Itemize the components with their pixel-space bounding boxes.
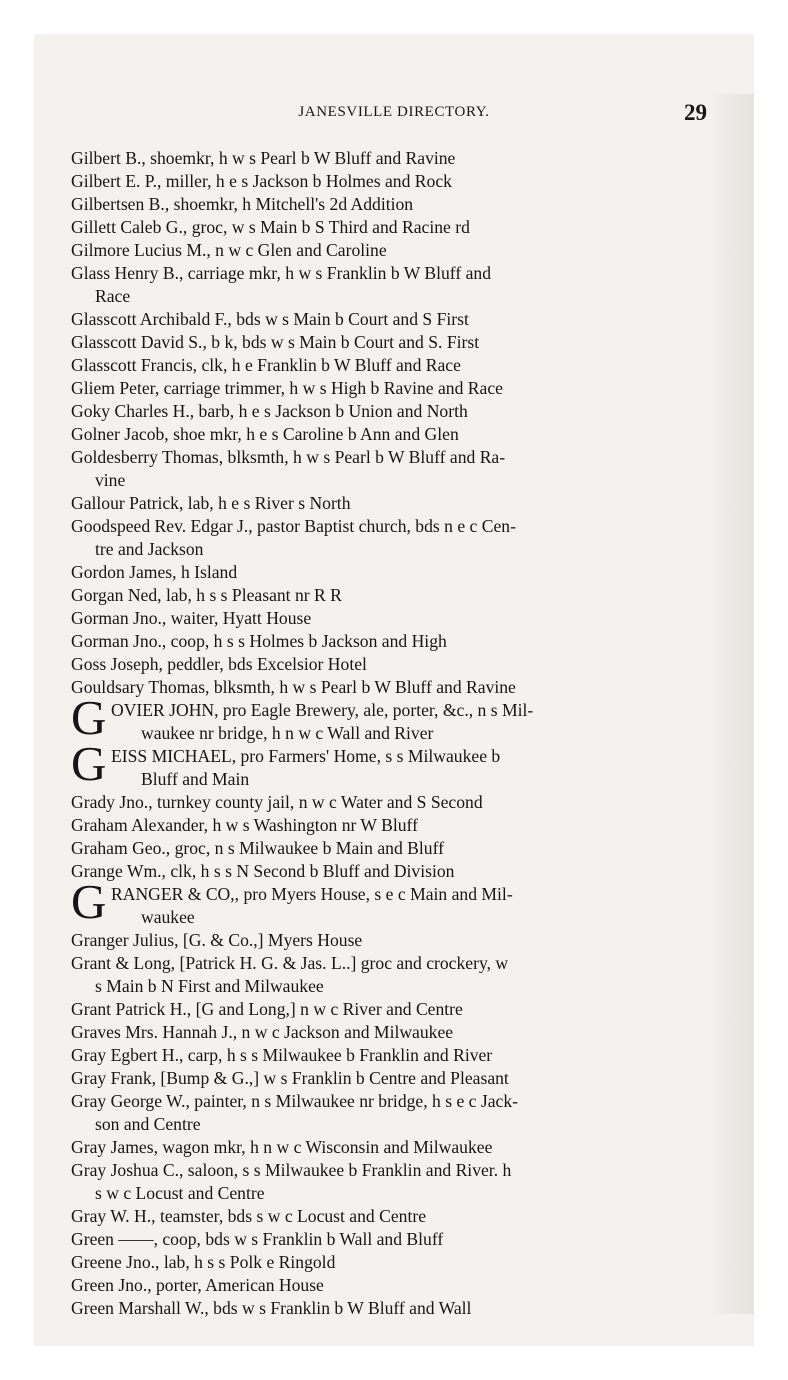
advert-line: EISS MICHAEL, pro Farmers' Home, s s Milwaukee b [111,746,501,766]
entry-line: Goss Joseph, peddler, bds Excelsior Hotel [71,654,367,674]
entry-line: Gliem Peter, carriage trimmer, h w s High b Ravine and Race [71,378,503,398]
drop-cap: G [71,690,107,745]
entry-list [71,929,727,1320]
entry-line: Graves Mrs. Hannah J., n w c Jackson and Milwaukee [71,1022,454,1042]
directory-entry [71,584,727,607]
entry-line: Green Marshall W., bds w s Franklin b W Bluff and Wall [71,1298,472,1318]
entry-continuation: son and Centre [95,1114,201,1134]
directory-entry [71,354,727,377]
entry-continuation: vine [95,470,126,490]
entry-line: Goodspeed Rev. Edgar J., pastor Baptist church, bds n e c Cen- [71,516,516,536]
directory-entry [71,170,727,193]
directory-entry [71,308,727,331]
directory-entry [71,147,727,170]
directory-entry [71,860,727,883]
directory-entry [71,492,727,515]
advert-line: RANGER & CO,, pro Myers House, s e c Main and Mil- [111,884,513,904]
advert-line: waukee [141,907,195,927]
entry-line: Grange Wm., clk, h s s N Second b Bluff and Division [71,861,455,881]
directory-entry [71,814,727,837]
directory-entry [71,837,727,860]
advert-entry-granger [71,874,727,929]
advert-entry-geiss [71,736,727,791]
entry-line: Gordon James, h Island [71,562,238,582]
directory-entry [71,1090,727,1136]
entry-line: Gorman Jno., coop, h s s Holmes b Jackson and High [71,631,447,651]
entry-line: Graham Geo., groc, n s Milwaukee b Main and Bluff [71,838,444,858]
entry-line: Gouldsary Thomas, blksmth, h w s Pearl b W Bluff and Ravine [71,677,516,697]
entry-line: Grant & Long, [Patrick H. G. & Jas. L..] groc and crockery, w [71,953,509,973]
entry-line: Grant Patrick H., [G and Long,] n w c River and Centre [71,999,463,1019]
page-header [0,100,788,130]
directory-entry [71,446,727,492]
directory-entry [71,400,727,423]
directory-entry [71,1067,727,1090]
directory-entry [71,630,727,653]
entry-line: Golner Jacob, shoe mkr, h e s Caroline b Ann and Glen [71,424,459,444]
directory-entry [71,1274,727,1297]
directory-entry [71,998,727,1021]
entry-line: Green ——, coop, bds w s Franklin b Wall and Bluff [71,1229,444,1249]
entry-line: Gray Egbert H., carp, h s s Milwaukee b Franklin and River [71,1045,493,1065]
drop-cap: G [71,874,107,929]
running-head: JANESVILLE DIRECTORY. [298,104,490,120]
directory-entry [71,1021,727,1044]
advert-line: OVIER JOHN, pro Eagle Brewery, ale, porter, &c., n s Mil- [111,700,534,720]
directory-entry [71,262,727,308]
entry-line: Gilbert B., shoemkr, h w s Pearl b W Bluff and Ravine [71,148,456,168]
directory-entry [71,1297,727,1320]
directory-entry [71,1251,727,1274]
advert-line: waukee nr bridge, h n w c Wall and River [141,723,434,743]
directory-entry [71,377,727,400]
directory-entry [71,1159,727,1205]
entry-line: Granger Julius, [G. & Co.,] Myers House [71,930,363,950]
directory-entry [71,676,727,699]
entry-continuation: s Main b N First and Milwaukee [95,976,324,996]
directory-entry [71,607,727,630]
advert-entry-govier [71,690,727,745]
entry-line: Greene Jno., lab, h s s Polk e Ringold [71,1252,336,1272]
drop-cap: G [71,736,107,791]
entry-line: Gray W. H., teamster, bds s w c Locust and Centre [71,1206,427,1226]
directory-entry [71,239,727,262]
directory-entry [71,952,727,998]
directory-entry [71,561,727,584]
entry-line: Grady Jno., turnkey county jail, n w c Water and S Second [71,792,483,812]
entry-list [71,791,727,883]
entry-continuation: Race [95,286,131,306]
advert-line: Bluff and Main [141,769,250,789]
entry-line: Gray George W., painter, n s Milwaukee nr bridge, h s e c Jack- [71,1091,518,1111]
directory-entry [71,515,727,561]
entry-line: Goky Charles H., barb, h e s Jackson b Union and North [71,401,468,421]
entry-line: Glasscott David S., b k, bds w s Main b Court and S. First [71,332,480,352]
directory-entry [71,791,727,814]
entry-line: Green Jno., porter, American House [71,1275,324,1295]
entry-continuation: s w c Locust and Centre [95,1183,265,1203]
entry-line: Glasscott Francis, clk, h e Franklin b W Bluff and Race [71,355,461,375]
entry-continuation: tre and Jackson [95,539,204,559]
entry-line: Goldesberry Thomas, blksmth, h w s Pearl b W Bluff and Ra- [71,447,506,467]
directory-entry [71,1136,727,1159]
directory-entry [71,653,727,676]
entry-line: Gillett Caleb G., groc, w s Main b S Third and Racine rd [71,217,470,237]
directory-entry [71,423,727,446]
directory-entries [71,147,727,1320]
directory-entry [71,1228,727,1251]
entry-line: Graham Alexander, h w s Washington nr W Bluff [71,815,418,835]
entry-line: Gilmore Lucius M., n w c Glen and Caroline [71,240,387,260]
directory-entry [71,1044,727,1067]
directory-entry [71,929,727,952]
entry-line: Gray Frank, [Bump & G.,] w s Franklin b Centre and Pleasant [71,1068,509,1088]
entry-line: Gray James, wagon mkr, h n w c Wisconsin and Milwaukee [71,1137,493,1157]
directory-entry [71,216,727,239]
entry-line: Gray Joshua C., saloon, s s Milwaukee b Franklin and River. h [71,1160,512,1180]
entry-line: Glasscott Archibald F., bds w s Main b Court and S First [71,309,469,329]
entry-list [71,147,727,699]
directory-entry [71,331,727,354]
entry-line: Gallour Patrick, lab, h e s River s North [71,493,351,513]
directory-entry [71,193,727,216]
page-number: 29 [684,100,707,125]
entry-line: Gorgan Ned, lab, h s s Pleasant nr R R [71,585,342,605]
directory-entry [71,1205,727,1228]
entry-line: Gilbert E. P., miller, h e s Jackson b Holmes and Rock [71,171,452,191]
entry-line: Glass Henry B., carriage mkr, h w s Franklin b W Bluff and [71,263,492,283]
entry-line: Gorman Jno., waiter, Hyatt House [71,608,312,628]
entry-line: Gilbertsen B., shoemkr, h Mitchell's 2d Addition [71,194,414,214]
